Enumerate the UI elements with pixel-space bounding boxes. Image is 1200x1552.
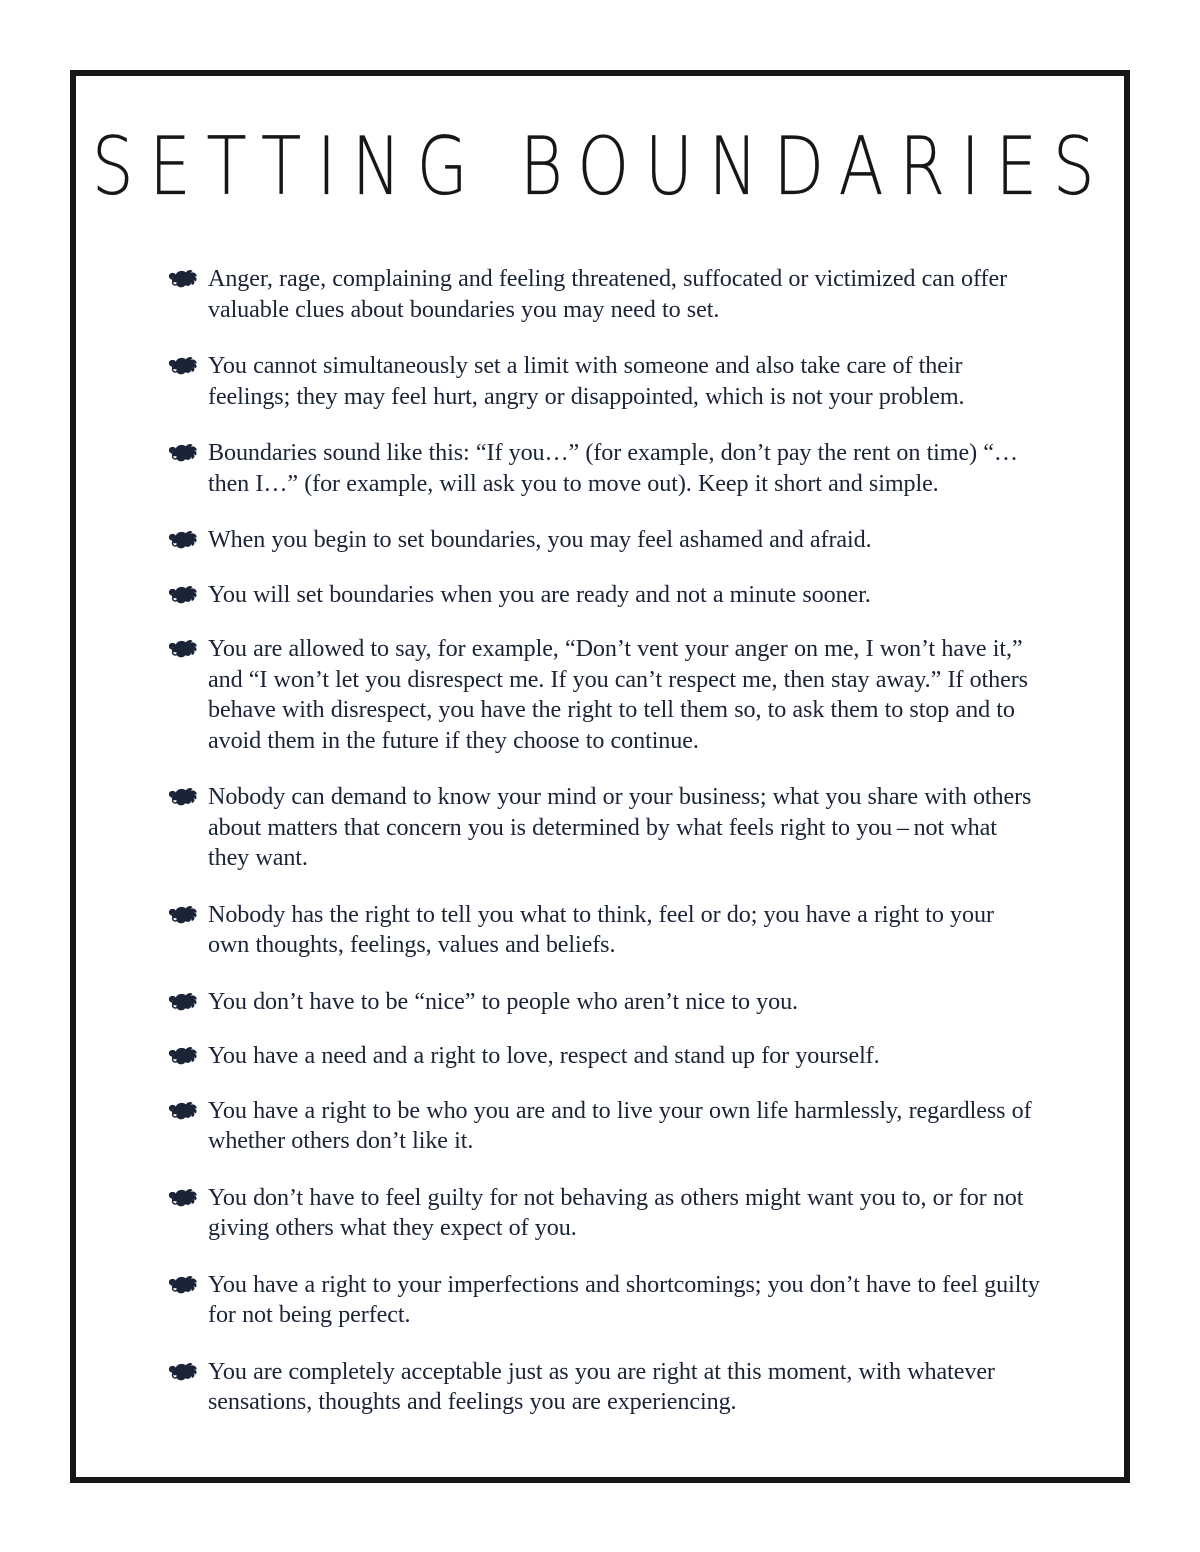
pointing-hand-manicule-icon [168,442,202,464]
list-item-text: You will set boundaries when you are ready and not a minute sooner. [208,580,871,608]
list-item [168,782,1053,874]
list-item [168,634,1053,756]
pointing-hand-manicule-icon [168,1361,202,1383]
pointing-hand-manicule-icon [168,355,202,377]
list-item-text: You have a right to be who you are and to live your own life harmlessly, regardless of whether others don’t like it. [208,1096,1032,1154]
pointing-hand-manicule-icon [168,904,202,926]
list-item-text: Nobody has the right to tell you what to think, feel or do; you have a right to your own thoughts, feelings, values and beliefs. [208,900,994,958]
list-item [168,1357,1053,1418]
pointing-hand-manicule-icon [168,1187,202,1209]
list-item-text: You don’t have to be “nice” to people who aren’t nice to you. [208,987,798,1015]
boundaries-list [168,264,1053,1418]
title-block [76,120,1124,215]
list-item [168,1041,1053,1072]
pointing-hand-manicule-icon [168,786,202,808]
pointing-hand-manicule-icon [168,638,202,660]
list-item-text: When you begin to set boundaries, you may feel ashamed and afraid. [208,526,872,553]
list-item-text: Nobody can demand to know your mind or your business; what you share with others about matters that concern you is determined by what feels right to you – not what they want. [208,783,1032,871]
list-item [168,987,1053,1018]
list-item-text: You have a right to your imperfections and shortcomings; you don’t have to feel guilty for not being perfect. [208,1270,1040,1328]
list-item [168,1183,1053,1244]
page-title: SETTING BOUNDARIES [91,120,1111,215]
pointing-hand-manicule-icon [168,584,202,606]
page-border-frame [70,70,1130,1483]
list-item [168,580,1053,611]
list-item [168,900,1053,961]
list-item-text: You cannot simultaneously set a limit with someone and also take care of their feelings; they may feel hurt, angry or disappointed, which is not your problem. [208,352,965,410]
pointing-hand-manicule-icon [168,1274,202,1296]
list-item [168,351,1053,412]
list-item-text: You don’t have to feel guilty for not behaving as others might want you to, or for not giving others what they expect of you. [208,1183,1024,1241]
list-item [168,438,1053,499]
list-item [168,264,1053,325]
list-item-text: You are allowed to say, for example, “Don’t vent your anger on me, I won’t have it,” and “I won’t let you disrespect me. If you can’t respect me, then stay away.” If others behave with disrespect, you have the right to tell them so, to ask them to stop and to avoid them in the future if they choose to continue. [208,635,1028,754]
list-item [168,1096,1053,1157]
pointing-hand-manicule-icon [168,1045,202,1067]
list-item [168,1270,1053,1331]
pointing-hand-manicule-icon [168,529,202,551]
pointing-hand-manicule-icon [168,991,202,1013]
pointing-hand-manicule-icon [168,268,202,290]
list-item-text: You have a need and a right to love, respect and stand up for yourself. [208,1042,880,1069]
list-item-text: Boundaries sound like this: “If you…” (for example, don’t pay the rent on time) “…then I…” (for example, will ask you to move out). Keep it short and simple. [208,439,1018,497]
list-item-text: You are completely acceptable just as you are right at this moment, with whatever sensations, thoughts and feelings you are experiencing. [208,1357,995,1415]
list-item [168,525,1053,556]
list-item-text: Anger, rage, complaining and feeling threatened, suffocated or victimized can offer valuable clues about boundaries you may need to set. [208,265,1008,323]
pointing-hand-manicule-icon [168,1100,202,1122]
